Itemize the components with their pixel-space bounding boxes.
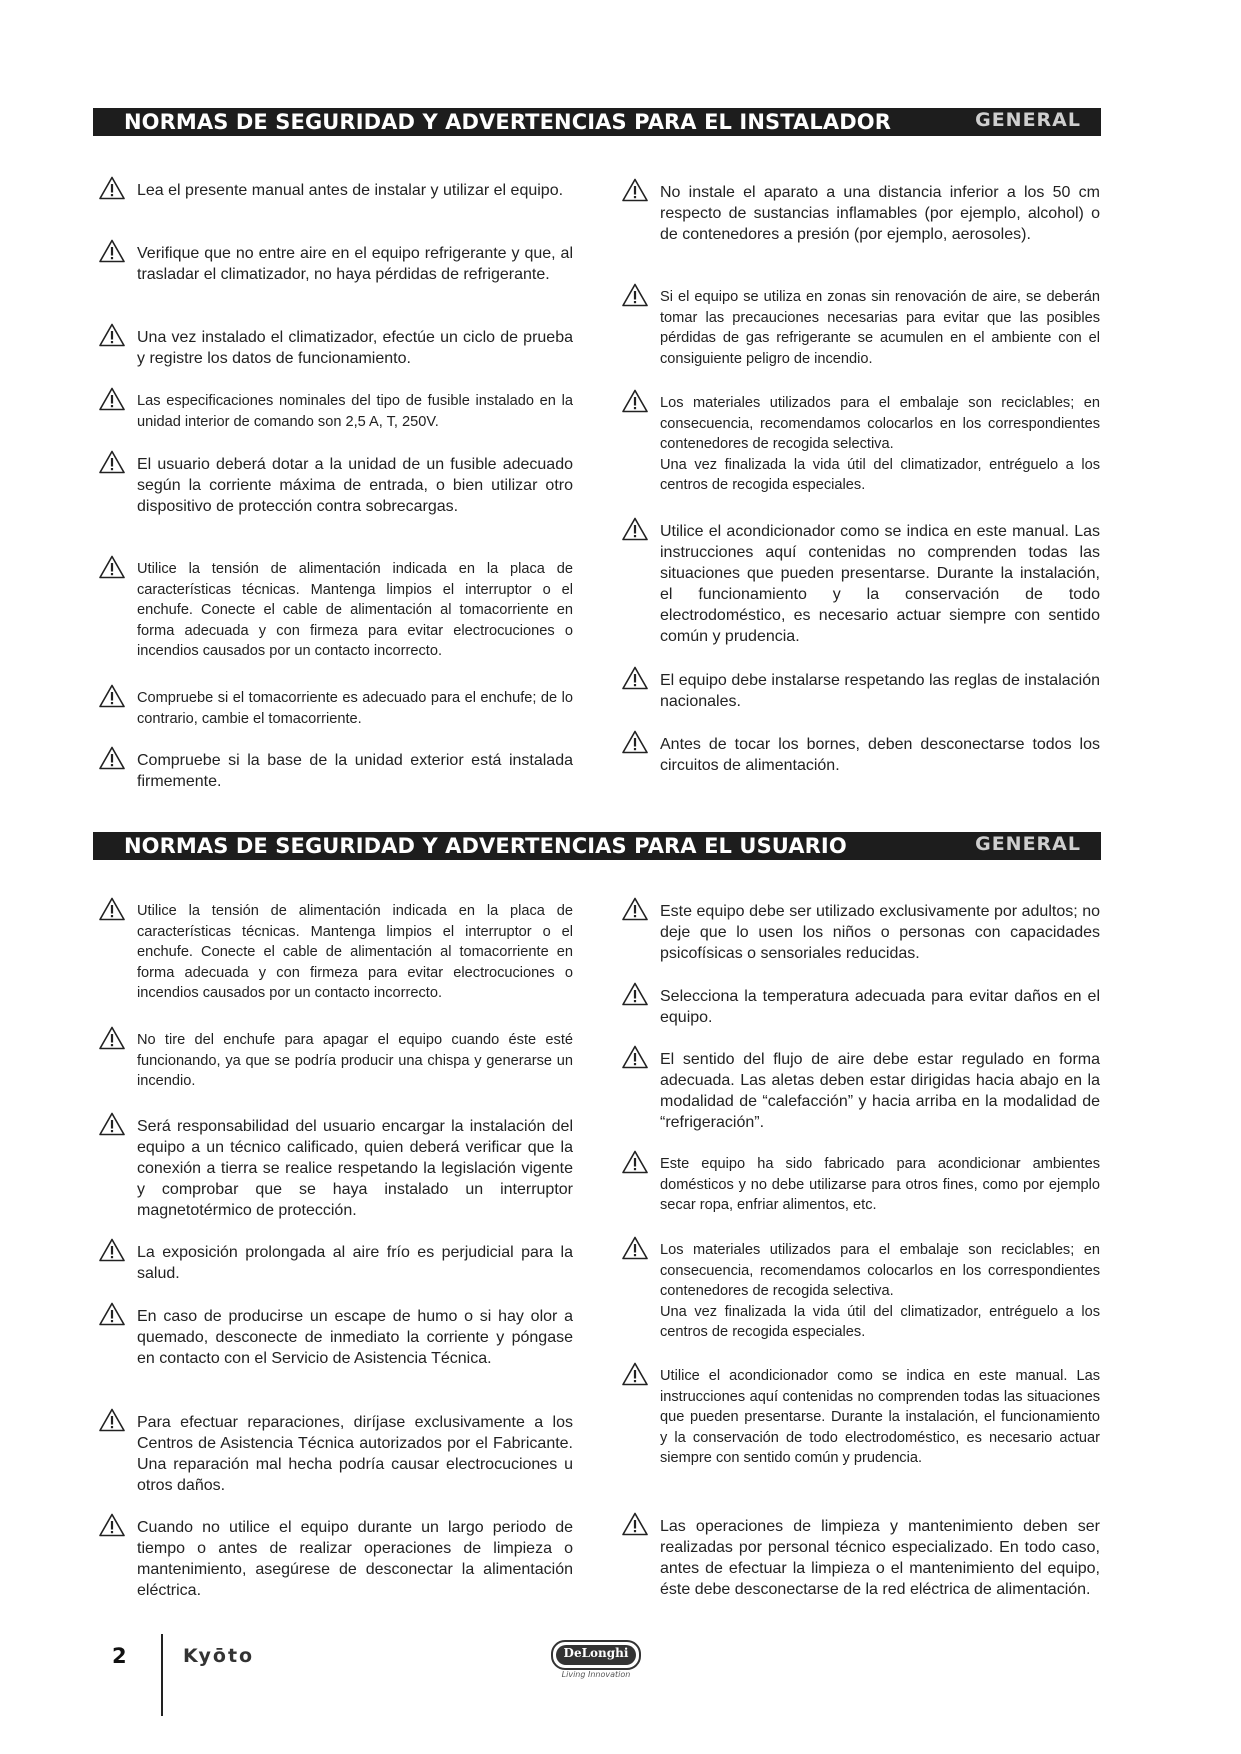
warning-paragraph: Los materiales utilizados para el embalaje son reciclables; en consecuencia, recomendamos colocarlos en los correspondientes contenedores de recogida selectiva. — [660, 395, 1100, 452]
delonghi-logo — [551, 1640, 641, 1684]
warning-text: No tire del enchufe para apagar el equipo cuando éste esté funcionando, ya que se podría producir una chispa y generarse un incendio. — [137, 1032, 573, 1089]
installer-section-title: NORMAS DE SEGURIDAD Y ADVERTENCIAS PARA EL INSTALADOR — [124, 110, 891, 134]
warning-item — [622, 1049, 1100, 1133]
warning-item — [99, 1517, 573, 1601]
warning-paragraph: Una vez finalizada la vida útil del climatizador, entréguelo a los centros de recogida especiales. — [660, 456, 1100, 493]
warning-item — [622, 393, 1100, 496]
warning-triangle-icon — [99, 450, 125, 474]
installer-section-header — [93, 108, 1101, 136]
warning-text: Las operaciones de limpieza y mantenimiento deben ser realizadas por personal técnico especializado. En todo caso, antes de efectuar la limpieza o el mantenimiento del equipo, éste debe desconectarse de la red eléctrica de alimentación. — [660, 1518, 1100, 1598]
warning-triangle-icon — [99, 1513, 125, 1537]
user-section-tag: GENERAL — [975, 833, 1081, 855]
warning-triangle-icon — [99, 1302, 125, 1326]
warning-text: Utilice la tensión de alimentación indicada en la placa de características técnicas. Mantenga limpios el interruptor o el enchufe. Conecte el cable de alimentación al tomacorriente en forma adecuada y con firmeza para evitar electrocuciones o incendios causados por un contacto incorrecto. — [137, 903, 573, 1001]
warning-triangle-icon — [99, 1112, 125, 1136]
warning-triangle-icon — [99, 387, 125, 411]
warning-paragraph: Una vez finalizada la vida útil del climatizador, entréguelo a los centros de recogida especiales. — [660, 1303, 1100, 1340]
warning-triangle-icon — [99, 323, 125, 347]
warning-text: Una vez instalado el climatizador, efectúe un ciclo de prueba y registre los datos de funcionamiento. — [137, 329, 573, 367]
warning-item — [622, 1154, 1100, 1216]
warning-item — [99, 901, 573, 1004]
warning-item — [622, 901, 1100, 964]
warning-item — [622, 670, 1100, 712]
warning-text: Compruebe si la base de la unidad exterior está instalada firmemente. — [137, 752, 573, 790]
warning-item — [99, 688, 573, 729]
warning-triangle-icon — [622, 897, 648, 921]
warning-text: Cuando no utilice el equipo durante un largo periodo de tiempo o antes de realizar operaciones de limpieza o mantenimiento, asegúrese de desconectar la alimentación eléctrica. — [137, 1519, 573, 1599]
warning-triangle-icon — [622, 666, 648, 690]
warning-triangle-icon — [622, 1236, 648, 1260]
warning-triangle-icon — [99, 1238, 125, 1262]
warning-triangle-icon — [622, 517, 648, 541]
warning-text: Para efectuar reparaciones, diríjase exclusivamente a los Centros de Asistencia Técnica autorizados por el Fabricante. Una reparación mal hecha podría causar electrocuciones u otros daños. — [137, 1414, 573, 1494]
warning-text: Si el equipo se utiliza en zonas sin renovación de aire, se deberán tomar las precauciones necesarias para evitar que las posibles pérdidas de gas refrigerante se acumulen en el ambiente con el consiguiente peligro de incendio. — [660, 289, 1100, 367]
warning-text: Utilice el acondicionador como se indica en este manual. Las instrucciones aquí contenidas no comprenden todas las situaciones que pueden presentarse. Durante la instalación, el funcionamiento y la conservación de todo electrodoméstico, es necesario actuar siempre con sentido común y prudencia. — [660, 1368, 1100, 1466]
warning-text: La exposición prolongada al aire frío es perjudicial para la salud. — [137, 1244, 573, 1282]
logo-text: DeLonghi — [556, 1645, 636, 1665]
warning-text: Lea el presente manual antes de instalar y utilizar el equipo. — [137, 182, 564, 199]
warning-item — [99, 1116, 573, 1221]
warning-text: El usuario deberá dotar a la unidad de un fusible adecuado según la corriente máxima de entrada, o bien utilizar otro dispositivo de protección contra sobrecargas. — [137, 456, 573, 515]
installer-section-tag: GENERAL — [975, 109, 1081, 131]
warning-item — [622, 1366, 1100, 1469]
warning-item — [622, 521, 1100, 647]
logo-badge — [551, 1640, 641, 1670]
warning-item — [622, 734, 1100, 776]
warning-item — [99, 454, 573, 517]
warning-triangle-icon — [622, 283, 648, 307]
warning-triangle-icon — [622, 178, 648, 202]
warning-item — [99, 391, 573, 432]
warning-text: Antes de tocar los bornes, deben desconectarse todos los circuitos de alimentación. — [660, 736, 1100, 774]
warning-text: Este equipo ha sido fabricado para acondicionar ambientes domésticos y no debe utilizarse para otros fines, como por ejemplo secar ropa, enfriar alimentos, etc. — [660, 1156, 1100, 1213]
warning-item — [99, 559, 573, 662]
warning-item — [99, 1242, 573, 1284]
warning-text: Verifique que no entre aire en el equipo refrigerante y que, al trasladar el climatizador, no haya pérdidas de refrigerante. — [137, 245, 573, 283]
logo-tagline: Living Innovation — [561, 1670, 631, 1679]
warning-triangle-icon — [622, 1362, 648, 1386]
warning-item — [622, 287, 1100, 369]
warning-triangle-icon — [99, 1408, 125, 1432]
warning-triangle-icon — [622, 389, 648, 413]
warning-text: El sentido del flujo de aire debe estar regulado en forma adecuada. Las aletas deben estar dirigidas hacia abajo en la modalidad de “calefacción” y hacia arriba en la modalidad de “refrigeración”. — [660, 1051, 1100, 1131]
product-brand: Kyōto — [183, 1645, 255, 1667]
warning-triangle-icon — [99, 684, 125, 708]
warning-text: En caso de producirse un escape de humo o si hay olor a quemado, desconecte de inmediato la corriente y póngase en contacto con el Servicio de Asistencia Técnica. — [137, 1308, 573, 1367]
warning-item — [622, 1516, 1100, 1600]
warning-item — [622, 182, 1100, 245]
warning-triangle-icon — [622, 730, 648, 754]
warning-triangle-icon — [99, 555, 125, 579]
page-number: 2 — [112, 1644, 127, 1668]
warning-text — [660, 1240, 1100, 1343]
warning-triangle-icon — [622, 1045, 648, 1069]
warning-text: Este equipo debe ser utilizado exclusivamente por adultos; no deje que lo usen los niños o personas con capacidades psicofísicas o sensoriales reducidas. — [660, 903, 1100, 962]
user-section-header — [93, 832, 1101, 860]
warning-text: El equipo debe instalarse respetando las reglas de instalación nacionales. — [660, 672, 1100, 710]
warning-text: Utilice la tensión de alimentación indicada en la placa de características técnicas. Mantenga limpios el interruptor o el enchufe. Conecte el cable de alimentación al tomacorriente en forma adecuada y con firmeza para evitar electrocuciones o incendios causados por un contacto incorrecto. — [137, 561, 573, 659]
warning-triangle-icon — [622, 982, 648, 1006]
warning-item — [99, 1412, 573, 1496]
warning-item — [99, 1030, 573, 1092]
warning-text — [660, 393, 1100, 496]
warning-item — [99, 180, 573, 201]
warning-triangle-icon — [622, 1150, 648, 1174]
warning-triangle-icon — [99, 239, 125, 263]
warning-text: Compruebe si el tomacorriente es adecuado para el enchufe; de lo contrario, cambie el tomacorriente. — [137, 690, 573, 727]
footer-divider — [161, 1634, 163, 1716]
warning-item — [622, 1240, 1100, 1343]
warning-item — [622, 986, 1100, 1028]
warning-paragraph: Los materiales utilizados para el embalaje son reciclables; en consecuencia, recomendamos colocarlos en los correspondientes contenedores de recogida selectiva. — [660, 1242, 1100, 1299]
warning-triangle-icon — [622, 1512, 648, 1536]
warning-text: Selecciona la temperatura adecuada para evitar daños en el equipo. — [660, 988, 1100, 1026]
warning-item — [99, 1306, 573, 1369]
user-section-title: NORMAS DE SEGURIDAD Y ADVERTENCIAS PARA EL USUARIO — [124, 834, 847, 858]
warning-text: Utilice el acondicionador como se indica en este manual. Las instrucciones aquí contenidas no comprenden todas las situaciones que pueden presentarse. Durante la instalación, el funcionamiento y la conservación de todo electrodoméstico, es necesario actuar siempre con sentido común y prudencia. — [660, 523, 1100, 645]
warning-triangle-icon — [99, 746, 125, 770]
warning-item — [99, 243, 573, 285]
warning-text: Las especificaciones nominales del tipo de fusible instalado en la unidad interior de comando son 2,5 A, T, 250V. — [137, 393, 573, 430]
warning-triangle-icon — [99, 1026, 125, 1050]
warning-text: Será responsabilidad del usuario encargar la instalación del equipo a un técnico calificado, quien deberá verificar que la conexión a tierra se realice respetando la legislación vigente y comprobar que se haya instalado un interruptor magnetotérmico de protección. — [137, 1118, 573, 1219]
warning-item — [99, 750, 573, 792]
warning-item — [99, 327, 573, 369]
warning-triangle-icon — [99, 176, 125, 200]
warning-text: No instale el aparato a una distancia inferior a los 50 cm respecto de sustancias inflamables (por ejemplo, alcohol) o de contenedores a presión (por ejemplo, aerosoles). — [660, 184, 1100, 243]
warning-triangle-icon — [99, 897, 125, 921]
